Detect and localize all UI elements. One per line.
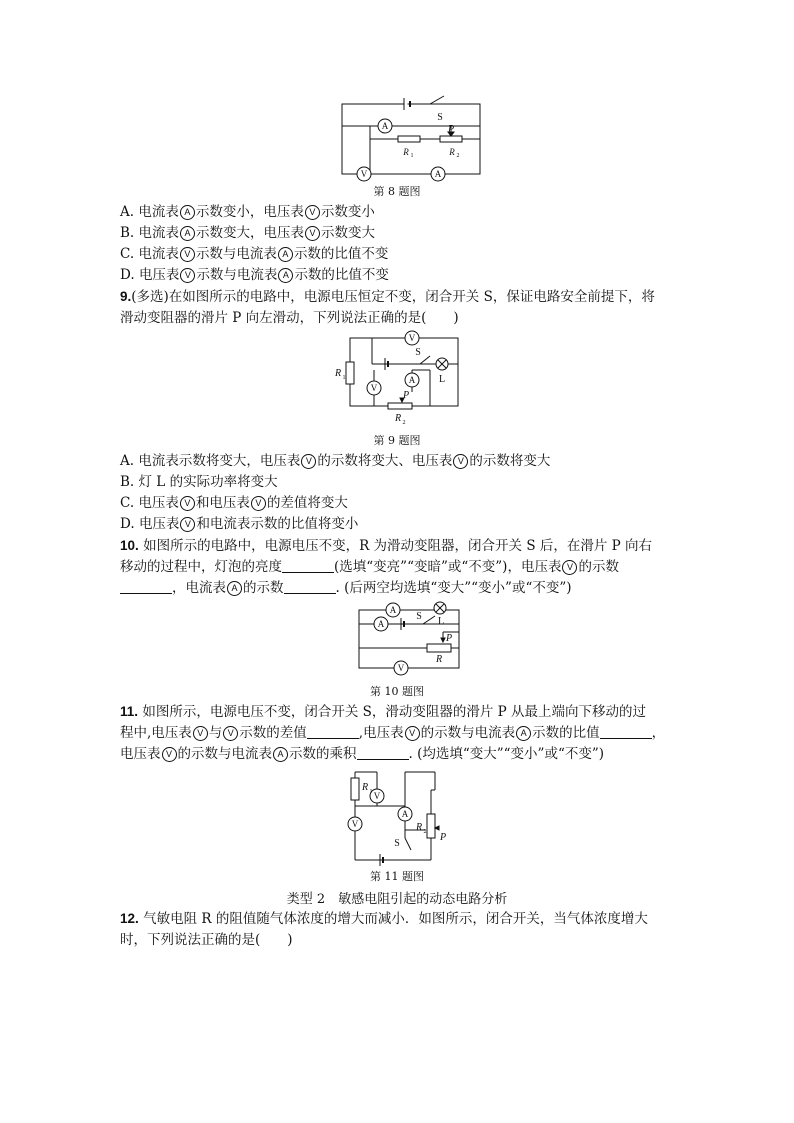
answer-blank[interactable] — [120, 581, 172, 594]
fig8-ammeter-a1: A — [381, 121, 389, 131]
voltmeter-icon: V — [180, 517, 195, 532]
q8-option-a: A. 电流表 A 示数变小，电压表 V 示数变小 — [120, 204, 375, 220]
fig11-switch-label: S — [394, 838, 400, 849]
fig8-slider-label: P — [447, 124, 455, 135]
ammeter-icon: A — [516, 726, 531, 741]
figure-11-circuit — [335, 768, 455, 868]
voltmeter-icon: V — [562, 560, 577, 575]
voltmeter-icon: V — [193, 726, 208, 741]
fig9-ammeter: A — [408, 375, 416, 385]
figure-9-caption: 第 9 题图 — [373, 434, 421, 447]
ammeter-icon: A — [278, 268, 293, 283]
q8-option-c: C. 电流表 V 示数与电流表 A 示数的比值不变 — [120, 246, 389, 262]
svg-text:1: 1 — [342, 375, 346, 381]
voltmeter-icon: V — [162, 747, 177, 762]
fig10-ammeter-left: A — [377, 619, 385, 629]
q10-stem: 10. 如图所示的电路中，电源电压不变，R 为滑动变阻器，闭合开关 S 后，在滑片 P 向右 移动的过程中，灯泡的亮度 (选填“变亮”“变暗”或“不变”)，电压表 V 的示数 ，电流表 A 的示数 . (后两空均选填“变大”“变小”或“不变”) — [120, 538, 653, 596]
fig9-r2-label: R — [394, 413, 402, 424]
voltmeter-icon: V — [453, 454, 468, 469]
figure-10-caption: 第 10 题图 — [370, 685, 424, 698]
figure-11-caption: 第 11 题图 — [370, 870, 424, 883]
fig9-switch-label: S — [415, 347, 421, 358]
fig11-slider-label: P — [439, 832, 447, 843]
fig9-slider-label: P — [402, 390, 410, 401]
fig11-voltmeter-left: V — [351, 819, 359, 829]
q9-option-d: D. 电压表 V 和电流表示数的比值将变小 — [120, 516, 359, 532]
ammeter-icon: A — [273, 747, 288, 762]
q8-option-b: B. 电流表 A 示数变大，电压表 V 示数变大 — [120, 225, 376, 241]
voltmeter-icon: V — [305, 205, 320, 220]
q9-stem: 9.(多选)在如图所示的电路中，电源电压恒定不变，闭合开关 S，保证电路安全前提下，将 滑动变阻器的滑片 P 向左滑动，下列说法正确的是( ) — [120, 289, 655, 326]
fig8-switch-label: S — [437, 112, 443, 123]
q9-option-c: C. 电压表 V 和电压表 V 的差值将变大 — [120, 495, 348, 511]
ammeter-icon: A — [227, 581, 242, 596]
q11-stem: 11. 如图所示，电源电压不变，闭合开关 S，滑动变阻器的滑片 P 从最上端向下移动的过 程中,电压表 V 与 V 示数的差值 ,电压表 V 的示数与电流表 A 示数的比值 ， 电压表 V 的示数与电流表 A 示数的乘积 . (均选填“变大”“变小”或“不变”) — [120, 704, 666, 762]
voltmeter-icon: V — [180, 496, 195, 511]
voltmeter-icon: V — [251, 496, 266, 511]
ammeter-icon: A — [180, 205, 195, 220]
ammeter-icon: A — [278, 247, 293, 262]
fig10-voltmeter: V — [397, 663, 405, 673]
figure-8-caption: 第 8 题图 — [373, 185, 421, 198]
answer-blank[interactable] — [284, 581, 336, 594]
voltmeter-icon: V — [180, 268, 195, 283]
fig9-r1-label: R — [334, 368, 342, 379]
svg-text:1: 1 — [410, 153, 414, 159]
fig10-ammeter-top: A — [389, 605, 397, 615]
fig11-voltmeter-top: V — [373, 791, 381, 801]
fig10-lamp-label: L — [437, 616, 445, 627]
figure-10-circuit — [345, 598, 470, 678]
svg-text:2: 2 — [402, 420, 406, 426]
fig8-r2-label: R — [449, 147, 455, 157]
fig9-lamp-label: L — [438, 374, 446, 385]
voltmeter-icon: V — [305, 226, 320, 241]
fig9-voltmeter-left: V — [370, 383, 378, 393]
section-heading: 类型 2 敏感电阻引起的动态电路分析 — [286, 892, 508, 907]
fig8-voltmeter: V — [360, 169, 368, 179]
answer-blank[interactable] — [307, 726, 359, 739]
figure-9-circuit — [330, 330, 470, 428]
fig8-ammeter-a2: A — [434, 169, 442, 179]
voltmeter-icon: V — [180, 247, 195, 262]
voltmeter-icon: V — [223, 726, 238, 741]
svg-text:2: 2 — [423, 829, 427, 835]
voltmeter-icon: V — [301, 454, 316, 469]
figure-8-circuit — [330, 92, 500, 182]
fig9-voltmeter-top: V — [408, 333, 416, 343]
ammeter-icon: A — [180, 226, 195, 241]
svg-text:1: 1 — [369, 789, 373, 795]
fig10-rheostat-label: R — [435, 654, 443, 665]
fig10-switch-label: S — [416, 611, 422, 622]
answer-blank[interactable] — [600, 726, 652, 739]
fig10-slider-label: P — [445, 633, 453, 644]
answer-blank[interactable] — [357, 747, 409, 760]
svg-text:2: 2 — [456, 153, 460, 159]
q9-option-a: A. 电流表示数将变大，电压表 V 的示数将变大、电压表 V 的示数将变大 — [120, 453, 551, 469]
answer-blank[interactable] — [282, 560, 334, 573]
voltmeter-icon: V — [405, 726, 420, 741]
fig11-r1-label: R — [361, 782, 369, 793]
q12-stem: 12. 气敏电阻 R 的阻值随气体浓度的增大而减小．如图所示，闭合开关，当气体浓度增大 时，下列说法正确的是( ) — [120, 911, 648, 948]
fig11-ammeter: A — [401, 809, 409, 819]
fig11-r2-label: R — [415, 822, 423, 833]
q9-option-b: B. 灯 L 的实际功率将变大 — [120, 474, 278, 490]
q8-option-d: D. 电压表 V 示数与电流表 A 示数的比值不变 — [120, 267, 389, 283]
fig8-r1-label: R — [403, 147, 409, 157]
